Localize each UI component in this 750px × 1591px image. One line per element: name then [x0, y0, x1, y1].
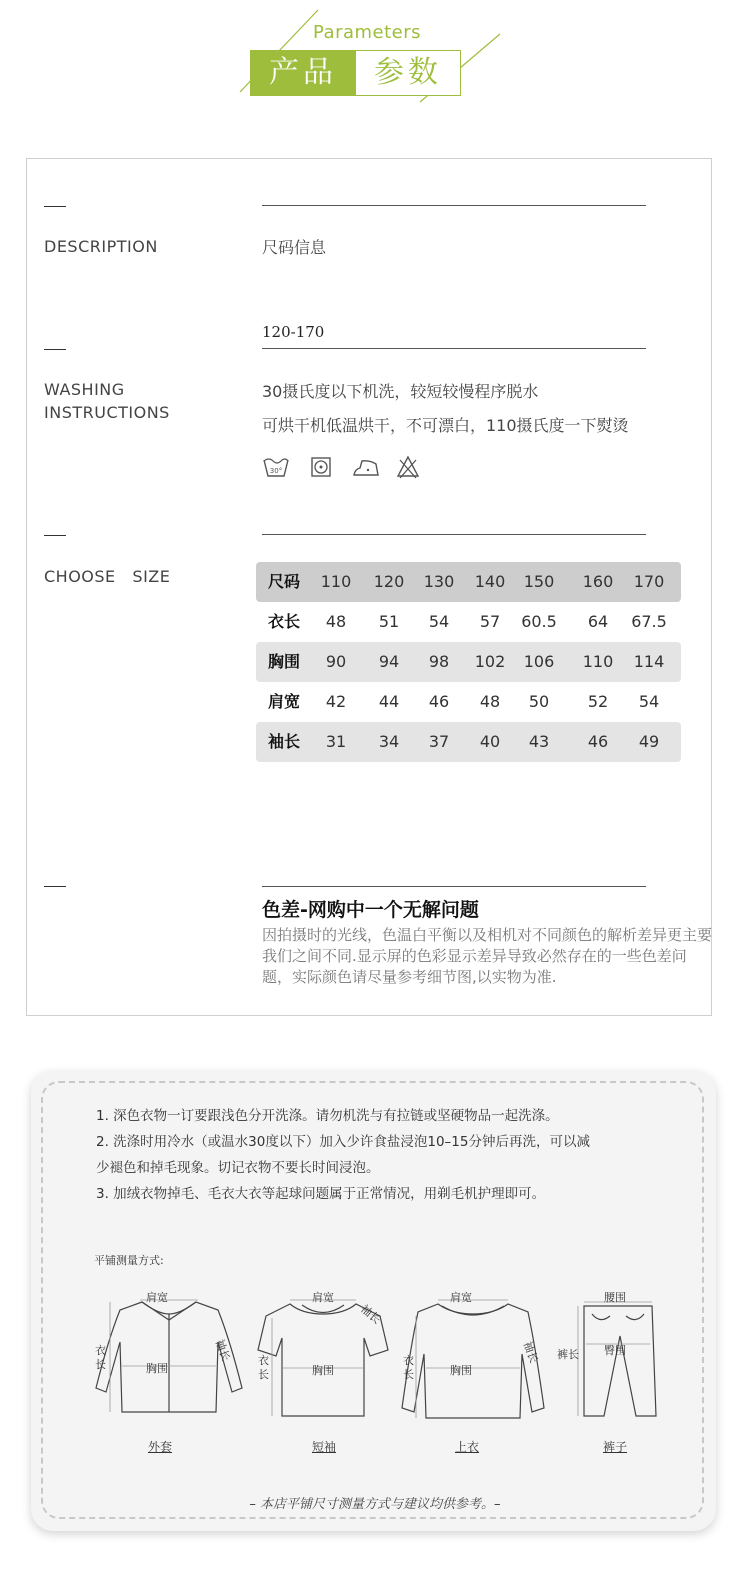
section-dash: [44, 886, 66, 887]
sweater-drawing: [402, 1304, 544, 1418]
size-table-row: [256, 642, 681, 682]
item-label-top: 上衣: [455, 1440, 480, 1454]
size-cell: 114: [633, 652, 665, 671]
size-cell: 31: [325, 732, 347, 751]
section-rule: [262, 534, 646, 535]
length-label-top: 衣: [258, 1354, 269, 1367]
length-label: [403, 1354, 415, 1382]
size-header-cell: 150: [523, 572, 555, 591]
size-cell: 52: [587, 692, 609, 711]
section-rule: [262, 886, 646, 887]
length-label-top: 衣: [403, 1354, 414, 1367]
size-header-cell: 110: [320, 572, 352, 591]
sleeve-label: 袖长: [358, 1302, 384, 1327]
header-english-title: Parameters: [313, 22, 422, 43]
item-label-tshirt: 短袖: [312, 1440, 337, 1454]
section-dash: [44, 206, 66, 207]
pants-drawing: [584, 1306, 656, 1416]
washing-label-line1: WASHING: [44, 380, 125, 399]
section-dash: [44, 535, 66, 536]
size-cell: 34: [378, 732, 400, 751]
length-label-bottom: 长: [258, 1368, 269, 1381]
size-cell: 46: [428, 692, 450, 711]
header-title-right: 参数: [356, 50, 461, 96]
care-note-2: 2. 洗涤时用冷水（或温水30度以下）加入少许食盐浸泡10–15分钟后再洗，可以减: [96, 1134, 590, 1150]
size-cell: 54: [638, 692, 660, 711]
section-rule: [262, 205, 646, 206]
size-cell: 94: [378, 652, 400, 671]
color-diff-title: 色差-网购中一个无解问题: [262, 899, 479, 921]
length-label: [258, 1354, 270, 1382]
wash-30-icon: [264, 459, 288, 476]
wash-temp-text: 30°: [269, 467, 283, 475]
tumble-dry-icon: [312, 458, 330, 476]
size-table-header: [256, 562, 681, 602]
size-cell: 48: [479, 692, 501, 711]
washing-line-2: 可烘干机低温烘干，不可漂白，110摄氏度一下熨烫: [262, 416, 629, 435]
size-cell: 110: [582, 652, 614, 671]
care-icons: [262, 454, 432, 480]
description-label: DESCRIPTION: [44, 237, 158, 256]
shoulder-label: 肩宽: [312, 1291, 334, 1304]
size-cell: 40: [479, 732, 501, 751]
size-header-cell: 130: [423, 572, 455, 591]
size-cell: 42: [325, 692, 347, 711]
size-cell: 106: [523, 652, 555, 671]
size-row-label: 胸围: [267, 652, 301, 671]
size-cell: 57: [479, 612, 501, 631]
washing-label: [44, 378, 170, 424]
size-cell: 67.5: [631, 612, 667, 631]
description-value: 尺码信息: [262, 238, 327, 257]
chest-label: 胸围: [450, 1364, 472, 1377]
size-cell: 50: [528, 692, 550, 711]
section-dash: [44, 349, 66, 350]
section-rule: [262, 348, 646, 349]
size-cell: 49: [638, 732, 660, 751]
size-range: 120-170: [262, 323, 325, 341]
item-label-pants: 裤子: [603, 1440, 628, 1454]
size-header-cell: 140: [474, 572, 506, 591]
size-cell: 48: [325, 612, 347, 631]
pants-length-label: 裤长: [557, 1348, 579, 1361]
chest-label: 胸围: [146, 1362, 168, 1375]
size-cell: 37: [428, 732, 450, 751]
size-cell: 44: [378, 692, 400, 711]
chest-label: 胸围: [312, 1364, 334, 1377]
measurement-diagrams: [80, 1280, 680, 1430]
measure-footer: – 本店平铺尺寸测量方式与建议均供参考。–: [249, 1497, 501, 1512]
size-cell: 64: [587, 612, 609, 631]
size-cell: 102: [474, 652, 506, 671]
shoulder-label: 肩宽: [450, 1291, 472, 1304]
size-header-cell: 170: [633, 572, 665, 591]
size-header-cell: 尺码: [267, 572, 301, 591]
iron-low-icon: [354, 461, 378, 475]
size-table-row: [256, 722, 681, 762]
size-header-cell: 160: [582, 572, 614, 591]
washing-label-line2: INSTRUCTIONS: [44, 403, 170, 422]
size-row-label: 衣长: [267, 612, 301, 631]
color-diff-text: 因拍摄时的光线，色温白平衡以及相机对不同颜色的解析差异更主要我们之间不同.显示屏的色彩显示差异导致必然存在的一些色差问题，实际颜色请尽量参考细节图,以实物为准.: [262, 926, 713, 986]
size-header-cell: 120: [373, 572, 405, 591]
item-label-jacket: 外套: [148, 1440, 173, 1454]
length-label-bottom: 长: [95, 1358, 106, 1371]
sleeve-label: 袖长: [520, 1339, 541, 1365]
size-row-label: 袖长: [267, 732, 301, 751]
size-cell: 43: [528, 732, 550, 751]
care-note-3: 少褪色和掉毛现象。切记衣物不要长时间浸泡。: [96, 1160, 380, 1176]
length-label: [95, 1344, 107, 1372]
measure-title: 平铺测量方式:: [94, 1254, 164, 1267]
care-note-4: 3. 加绒衣物掉毛、毛衣大衣等起球问题属于正常情况，用剃毛机护理即可。: [96, 1186, 546, 1202]
size-cell: 51: [378, 612, 400, 631]
size-cell: 46: [587, 732, 609, 751]
no-bleach-icon: [398, 457, 418, 478]
size-table-row: [256, 682, 681, 722]
length-label-top: 衣: [95, 1344, 106, 1357]
size-cell: 98: [428, 652, 450, 671]
care-note-1: 1. 深色衣物一订要跟浅色分开洗涤。请勿机洗与有拉链或坚硬物品一起洗涤。: [96, 1108, 559, 1124]
hip-label: 臀围: [604, 1344, 626, 1357]
sleeve-label: 袖长: [212, 1337, 233, 1363]
washing-line-1: 30摄氏度以下机洗，较短较慢程序脱水: [262, 382, 539, 401]
length-label-bottom: 长: [403, 1368, 414, 1381]
shoulder-label: 肩宽: [146, 1291, 168, 1304]
size-cell: 54: [428, 612, 450, 631]
choose-size-label: CHOOSE SIZE: [44, 567, 171, 586]
waist-label: 腰围: [604, 1291, 626, 1304]
size-row-label: 肩宽: [267, 692, 301, 711]
size-cell: 60.5: [521, 612, 557, 631]
size-table-row: [256, 602, 681, 642]
size-cell: 90: [325, 652, 347, 671]
header-title-left: 产品: [250, 50, 356, 96]
